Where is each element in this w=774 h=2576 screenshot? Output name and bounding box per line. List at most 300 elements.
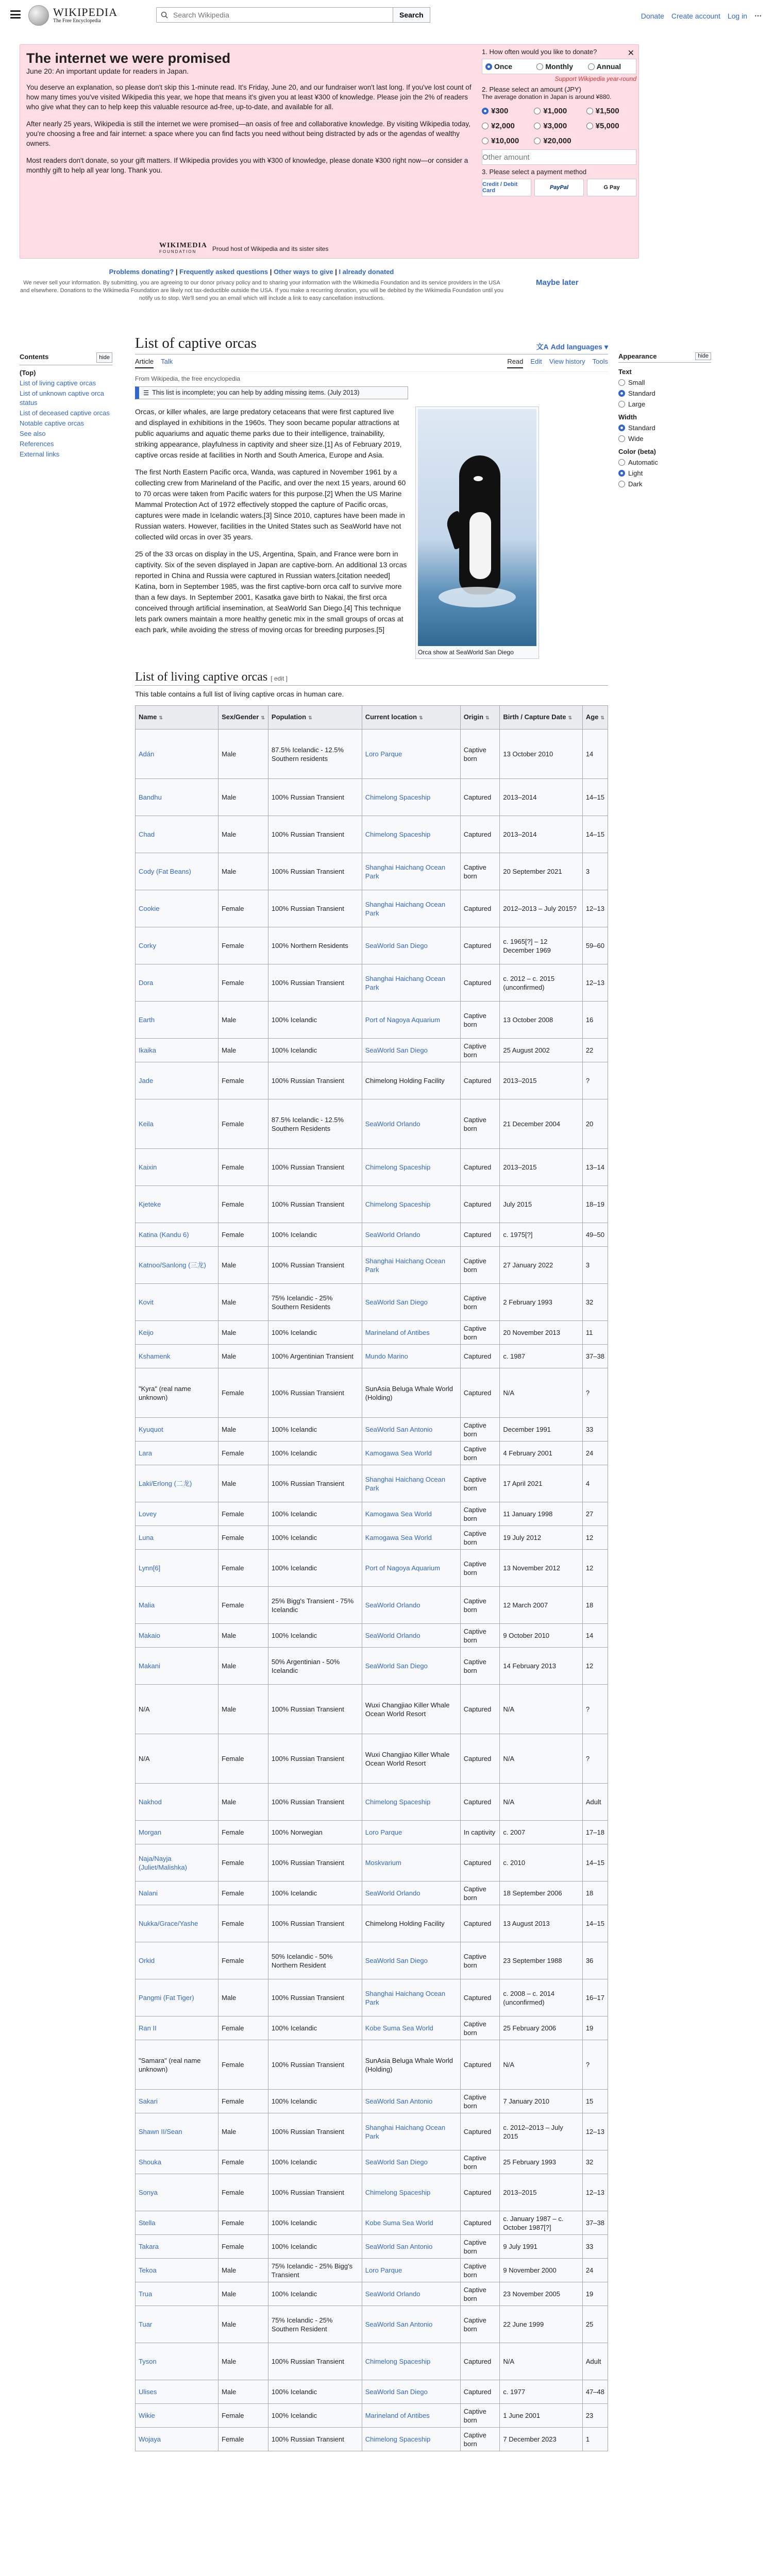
table-row	[136, 730, 608, 779]
article-content	[135, 335, 608, 2451]
toc-item[interactable]: List of deceased captive orcas	[20, 409, 110, 417]
table-cell: Captured	[460, 2040, 500, 2090]
table-cell: 100% Russian Transient	[268, 2174, 362, 2211]
gpay-button[interactable]: G Pay	[587, 179, 636, 196]
table-cell[interactable]: Tuar	[136, 2306, 218, 2343]
table-cell[interactable]: Cookie	[136, 890, 218, 927]
table-cell: c. 2008 – c. 2014 (unconfirmed)	[500, 1979, 582, 2016]
table-cell: 12–13	[582, 2174, 608, 2211]
table-cell[interactable]: SeaWorld San Diego	[362, 2150, 460, 2174]
table-cell[interactable]: Malia	[136, 1587, 218, 1624]
text-size-small[interactable]: Small	[618, 379, 711, 386]
table-row	[136, 2090, 608, 2113]
table-cell[interactable]: Keila	[136, 1099, 218, 1149]
table-cell[interactable]: Lara	[136, 1442, 218, 1465]
color-dark[interactable]: Dark	[618, 480, 711, 488]
table-cell[interactable]: SeaWorld San Diego	[362, 1284, 460, 1321]
table-cell: 75% Icelandic - 25% Bigg's Transient	[268, 2259, 362, 2282]
table-cell[interactable]: Pangmi (Fat Tiger)	[136, 1979, 218, 2016]
sort-icon[interactable]: ⇅	[261, 715, 265, 720]
table-cell: 3	[582, 853, 608, 890]
table-cell: 100% Russian Transient	[268, 1062, 362, 1099]
toc-item[interactable]: Notable captive orcas	[20, 419, 85, 427]
text-size-label: Text	[618, 368, 632, 376]
table-cell: 100% Russian Transient	[268, 1979, 362, 2016]
table-cell: 100% Icelandic	[268, 1418, 362, 1442]
radio-icon	[588, 63, 595, 70]
table-cell[interactable]: Loro Parque	[362, 2259, 460, 2282]
table-cell: 12	[582, 1648, 608, 1685]
table-cell: 2013–2014	[500, 779, 582, 816]
table-cell: 50% Icelandic - 50% Northern Resident	[268, 1942, 362, 1979]
table-row	[136, 1587, 608, 1624]
table-cell: Captured	[460, 1062, 500, 1099]
table-cell: Captured	[460, 2174, 500, 2211]
table-cell: c. 2010	[500, 1844, 582, 1882]
table-cell: 19	[582, 2282, 608, 2306]
table-cell: 7 January 2010	[500, 2090, 582, 2113]
table-cell: Captive born	[460, 2016, 500, 2040]
table-cell: 37–38	[582, 1345, 608, 1368]
table-cell: 14–15	[582, 816, 608, 853]
amount-option[interactable]: ¥2,000	[482, 120, 532, 132]
table-cell[interactable]: Sonya	[136, 2174, 218, 2211]
table-cell: Female	[218, 2235, 268, 2259]
table-cell: c. 1965[?] – 12 December 1969	[500, 927, 582, 964]
amount-option[interactable]: ¥3,000	[534, 120, 584, 132]
table-cell[interactable]: Luna	[136, 1526, 218, 1550]
width-standard[interactable]: Standard	[618, 424, 711, 432]
table-cell[interactable]: SeaWorld San Diego	[362, 1942, 460, 1979]
tab-read[interactable]: Read	[507, 358, 523, 368]
toc-item[interactable]: See also	[20, 430, 46, 437]
table-row	[136, 1734, 608, 1784]
search-button[interactable]: Search	[393, 7, 430, 23]
toc-item[interactable]: List of living captive orcas	[20, 379, 96, 387]
table-cell[interactable]: Shawn II/Sean	[136, 2113, 218, 2150]
page-title: List of captive orcas	[135, 335, 257, 351]
table-cell[interactable]: SeaWorld Orlando	[362, 1587, 460, 1624]
table-cell: 18–19	[582, 1186, 608, 1223]
table-cell: N/A	[500, 2040, 582, 2090]
table-cell: 33	[582, 2235, 608, 2259]
table-cell[interactable]: Nukka/Grace/Yashe	[136, 1905, 218, 1942]
table-cell[interactable]: Makaio	[136, 1624, 218, 1648]
table-row	[136, 1942, 608, 1979]
table-cell: 87.5% Icelandic - 12.5% Southern Residents	[268, 1099, 362, 1149]
table-cell: Male	[218, 1345, 268, 1368]
table-cell[interactable]: Kamogawa Sea World	[362, 1502, 460, 1526]
problems-donating-link[interactable]: Problems donating?	[109, 268, 174, 276]
table-cell: Captured	[460, 816, 500, 853]
table-cell[interactable]: Lynn[6]	[136, 1550, 218, 1587]
table-cell[interactable]: Shanghai Haichang Ocean Park	[362, 890, 460, 927]
table-cell[interactable]: SeaWorld Orlando	[362, 1882, 460, 1905]
tab-tools[interactable]: Tools	[592, 358, 608, 365]
table-cell[interactable]: Lovey	[136, 1502, 218, 1526]
sort-icon[interactable]: ⇅	[568, 715, 573, 720]
table-cell: 75% Icelandic - 25% Southern Residents	[268, 1284, 362, 1321]
table-cell: Captive born	[460, 1039, 500, 1062]
column-header[interactable]: Age ⇅	[582, 706, 608, 730]
table-cell: 18	[582, 1587, 608, 1624]
frequency-annual[interactable]: Annual	[585, 59, 636, 74]
table-row	[136, 2428, 608, 2451]
table-cell: 13 August 2013	[500, 1905, 582, 1942]
column-header[interactable]: Origin ⇅	[460, 706, 500, 730]
table-cell[interactable]: Morgan	[136, 1821, 218, 1844]
width-label: Width	[618, 413, 637, 421]
card-payment-button[interactable]: Credit / Debit Card	[482, 179, 531, 196]
table-cell[interactable]: Corky	[136, 927, 218, 964]
table-cell: c. 2007	[500, 1821, 582, 1844]
table-cell: 4	[582, 1465, 608, 1502]
table-row	[136, 816, 608, 853]
more-options-icon[interactable]: ⋯	[754, 11, 762, 20]
table-cell: 100% Russian Transient	[268, 1734, 362, 1784]
table-cell: Captive born	[460, 2235, 500, 2259]
table-cell[interactable]: Bandhu	[136, 779, 218, 816]
table-cell[interactable]: SeaWorld Orlando	[362, 1624, 460, 1648]
banner-help-links: Problems donating? | Frequently asked questions | Other ways to give | I already donated	[109, 268, 394, 276]
table-cell[interactable]: Kamogawa Sea World	[362, 1442, 460, 1465]
table-cell[interactable]: Ikaika	[136, 1039, 218, 1062]
table-cell: Female	[218, 1526, 268, 1550]
donate-link[interactable]: Donate	[641, 11, 664, 20]
table-cell[interactable]: SeaWorld Orlando	[362, 2282, 460, 2306]
faq-link[interactable]: Frequently asked questions	[179, 268, 268, 276]
table-cell: Male	[218, 2380, 268, 2404]
banner-fine-print: We never sell your information. By submitting, you are agreeing to our donor privacy policy and to sharing your information with the Wikimedia Foundation and its service providers in the USA and elsewhere. Donations to the Wikimedia Foundation are likely not tax-deductible outside the USA. If you make a recurring donation, you will be debited by the Wikimedia Foundation until you notify us to stop. We'll send you an email which will include a link to easy cancellation instructions.	[20, 280, 503, 301]
table-cell[interactable]: Naja/Nayja (Juliet/Malishka)	[136, 1844, 218, 1882]
table-cell: 100% Icelandic	[268, 2211, 362, 2235]
paypal-button[interactable]: PayPal	[534, 179, 584, 196]
table-cell: 100% Russian Transient	[268, 1685, 362, 1734]
table-cell: 14–15	[582, 1844, 608, 1882]
table-cell[interactable]: Katnoo/Sanlong (三龙)	[136, 1247, 218, 1284]
tab-history[interactable]: View history	[549, 358, 585, 365]
table-cell: Male	[218, 1418, 268, 1442]
table-cell: 15	[582, 2090, 608, 2113]
table-cell: 100% Argentinian Transient	[268, 1345, 362, 1368]
table-cell: Female	[218, 1821, 268, 1844]
table-cell: 16	[582, 1002, 608, 1039]
toc-hide-button[interactable]: hide	[96, 352, 112, 363]
table-cell: In captivity	[460, 1821, 500, 1844]
table-cell[interactable]: Wikie	[136, 2404, 218, 2428]
table-cell[interactable]: Stella	[136, 2211, 218, 2235]
sort-icon[interactable]: ⇅	[600, 715, 604, 720]
table-cell: Male	[218, 1624, 268, 1648]
table-cell: c. 1987	[500, 1345, 582, 1368]
table-cell[interactable]: Shanghai Haichang Ocean Park	[362, 1465, 460, 1502]
table-cell[interactable]: Katina (Kandu 6)	[136, 1223, 218, 1247]
table-cell: Male	[218, 730, 268, 779]
table-cell[interactable]: Ran II	[136, 2016, 218, 2040]
table-cell: Female	[218, 1062, 268, 1099]
sort-icon[interactable]: ⇅	[159, 715, 163, 720]
table-cell: Captive born	[460, 853, 500, 890]
table-cell[interactable]: Ulises	[136, 2380, 218, 2404]
table-cell: "Samara" (real name unknown)	[136, 2040, 218, 2090]
table-cell: 33	[582, 1418, 608, 1442]
color-light[interactable]: Light	[618, 469, 711, 477]
table-cell: Captive born	[460, 2428, 500, 2451]
table-cell: 100% Russian Transient	[268, 1247, 362, 1284]
text-size-large[interactable]: Large	[618, 400, 711, 408]
amount-option[interactable]: ¥5,000	[586, 120, 636, 132]
main-menu-icon[interactable]	[10, 10, 21, 19]
table-cell: 100% Russian Transient	[268, 853, 362, 890]
table-row	[136, 1905, 608, 1942]
table-cell[interactable]: Laki/Erlong (二龙)	[136, 1465, 218, 1502]
table-row	[136, 1685, 608, 1734]
table-cell[interactable]: Shanghai Haichang Ocean Park	[362, 1979, 460, 2016]
table-cell[interactable]: Tyson	[136, 2343, 218, 2380]
sort-icon[interactable]: ⇅	[308, 715, 312, 720]
table-cell[interactable]: SeaWorld San Antonio	[362, 2235, 460, 2259]
table-cell[interactable]: Shouka	[136, 2150, 218, 2174]
table-cell[interactable]: Kshamenk	[136, 1345, 218, 1368]
table-cell: Female	[218, 1882, 268, 1905]
table-cell[interactable]: Kobe Suma Sea World	[362, 2211, 460, 2235]
table-cell[interactable]: Cody (Fat Beans)	[136, 853, 218, 890]
table-cell[interactable]: Nakhod	[136, 1784, 218, 1821]
table-cell[interactable]: SeaWorld San Antonio	[362, 2306, 460, 2343]
table-cell[interactable]: Tekoa	[136, 2259, 218, 2282]
table-cell: Captured	[460, 779, 500, 816]
table-cell: Captive born	[460, 1099, 500, 1149]
column-header[interactable]: Population ⇅	[268, 706, 362, 730]
table-cell: 2013–2015	[500, 1062, 582, 1099]
table-cell: Captive born	[460, 1624, 500, 1648]
table-cell: ?	[582, 1062, 608, 1099]
table-cell[interactable]: Marineland of Antibes	[362, 1321, 460, 1345]
table-cell: 2013–2014	[500, 816, 582, 853]
table-cell[interactable]: SeaWorld San Antonio	[362, 2090, 460, 2113]
table-cell: 11	[582, 1321, 608, 1345]
toc-item[interactable]: External links	[20, 450, 60, 458]
table-row	[136, 1502, 608, 1526]
toc-item[interactable]: List of unknown captive orca status	[20, 389, 105, 406]
login-link[interactable]: Log in	[727, 11, 747, 20]
table-cell: 100% Russian Transient	[268, 2113, 362, 2150]
radio-icon	[485, 63, 492, 70]
table-cell: Female	[218, 2428, 268, 2451]
table-cell[interactable]: Loro Parque	[362, 1821, 460, 1844]
table-cell: 100% Russian Transient	[268, 2343, 362, 2380]
table-cell[interactable]: Moskvarium	[362, 1844, 460, 1882]
table-cell: 2013–2015	[500, 2174, 582, 2211]
table-cell: 22 June 1999	[500, 2306, 582, 2343]
table-cell: N/A	[500, 2343, 582, 2380]
table-cell: 14	[582, 730, 608, 779]
table-cell[interactable]: Keijo	[136, 1321, 218, 1345]
table-cell: 100% Russian Transient	[268, 1149, 362, 1186]
amount-option[interactable]: ¥1,000	[534, 105, 584, 117]
table-cell: 100% Russian Transient	[268, 1186, 362, 1223]
frequency-monthly[interactable]: Monthly	[533, 59, 584, 74]
section-edit-link[interactable]: [ edit ]	[271, 675, 288, 682]
wikimedia-brand: WIKIMEDIA	[159, 242, 208, 249]
amount-option[interactable]: ¥10,000	[482, 134, 532, 147]
amount-option[interactable]: ¥1,500	[586, 105, 636, 117]
sort-icon[interactable]: ⇅	[419, 715, 423, 720]
table-cell[interactable]: Earth	[136, 1002, 218, 1039]
other-ways-link[interactable]: Other ways to give	[273, 268, 333, 276]
search-icon	[161, 11, 168, 19]
color-automatic[interactable]: Automatic	[618, 459, 711, 466]
close-icon[interactable]: ✕	[627, 49, 634, 58]
frequency-once[interactable]: Once	[482, 59, 533, 74]
table-cell[interactable]: SeaWorld San Diego	[362, 1039, 460, 1062]
orca-photo[interactable]	[418, 409, 536, 646]
table-cell[interactable]: Kaixin	[136, 1149, 218, 1186]
table-cell[interactable]: Marineland of Antibes	[362, 2404, 460, 2428]
table-row	[136, 2016, 608, 2040]
add-languages-button[interactable]: 文A Add languages ▾	[536, 342, 608, 351]
table-cell[interactable]: Orkid	[136, 1942, 218, 1979]
amount-option[interactable]: ¥20,000	[534, 134, 584, 147]
table-cell: 27	[582, 1502, 608, 1526]
table-cell: Chimelong Holding Facility	[362, 1905, 460, 1942]
column-header[interactable]: Current location ⇅	[362, 706, 460, 730]
table-cell[interactable]: Chimelong Spaceship	[362, 1784, 460, 1821]
table-cell[interactable]: SeaWorld San Diego	[362, 2380, 460, 2404]
table-cell[interactable]: Kjeteke	[136, 1186, 218, 1223]
table-row	[136, 2282, 608, 2306]
table-row	[136, 1186, 608, 1223]
wikimedia-brand-sub: FOUNDATION	[159, 249, 197, 254]
table-cell: 14	[582, 1624, 608, 1648]
table-row	[136, 1345, 608, 1368]
table-cell[interactable]: Shanghai Haichang Ocean Park	[362, 853, 460, 890]
table-cell[interactable]: Chimelong Spaceship	[362, 2428, 460, 2451]
table-cell: 100% Northern Residents	[268, 927, 362, 964]
language-icon: 文A	[536, 343, 549, 351]
appearance-title: Appearance	[618, 352, 657, 360]
table-cell: 100% Icelandic	[268, 1223, 362, 1247]
table-cell[interactable]: Chimelong Spaceship	[362, 2343, 460, 2380]
toc-item[interactable]: (Top)	[20, 369, 36, 377]
text-size-standard[interactable]: Standard	[618, 389, 711, 397]
already-donated-link[interactable]: I already donated	[339, 268, 394, 276]
table-cell: 23	[582, 2404, 608, 2428]
table-cell: 2013–2015	[500, 1149, 582, 1186]
banner-paragraph: After nearly 25 years, Wikipedia is still the internet we were promised—an oasis of free and collaborative knowledge. By visiting Wikipedia today, you're choosing a free and fair internet: a space where you can find facts you need without being distracted by ads or the agendas of wealthy owners.	[26, 120, 470, 147]
search-form	[156, 7, 430, 23]
table-cell[interactable]: Port of Nagoya Aquarium	[362, 1550, 460, 1587]
table-cell: Captive born	[460, 1648, 500, 1685]
table-cell: Male	[218, 1039, 268, 1062]
table-cell[interactable]: SeaWorld San Diego	[362, 1648, 460, 1685]
table-cell: 100% Icelandic	[268, 1321, 362, 1345]
table-cell[interactable]: SeaWorld Orlando	[362, 1223, 460, 1247]
table-cell: 21 December 2004	[500, 1099, 582, 1149]
table-cell[interactable]: Jade	[136, 1062, 218, 1099]
table-cell[interactable]: Port of Nagoya Aquarium	[362, 1002, 460, 1039]
table-cell[interactable]: Kamogawa Sea World	[362, 1526, 460, 1550]
table-cell[interactable]: SeaWorld Orlando	[362, 1099, 460, 1149]
table-cell[interactable]: Shanghai Haichang Ocean Park	[362, 2113, 460, 2150]
table-cell[interactable]: Chimelong Spaceship	[362, 816, 460, 853]
table-cell[interactable]: Loro Parque	[362, 730, 460, 779]
tab-article[interactable]: Article	[135, 358, 154, 368]
table-cell: N/A	[500, 1368, 582, 1418]
table-cell: 18	[582, 1882, 608, 1905]
table-cell: Male	[218, 1979, 268, 2016]
table-cell[interactable]: Kobe Suma Sea World	[362, 2016, 460, 2040]
table-cell: Female	[218, 1186, 268, 1223]
table-cell[interactable]: Wojaya	[136, 2428, 218, 2451]
table-cell[interactable]: Makani	[136, 1648, 218, 1685]
table-cell[interactable]: Kyuquot	[136, 1418, 218, 1442]
banner-footer	[159, 243, 328, 255]
table-cell[interactable]: SeaWorld San Antonio	[362, 1418, 460, 1442]
table-cell[interactable]: Trua	[136, 2282, 218, 2306]
appearance-hide-button[interactable]: hide	[695, 352, 711, 360]
table-cell[interactable]: Chimelong Spaceship	[362, 779, 460, 816]
table-cell: Captured	[460, 1784, 500, 1821]
table-cell: 17 April 2021	[500, 1465, 582, 1502]
maybe-later-button[interactable]: Maybe later	[536, 278, 579, 287]
table-cell: 25 February 1993	[500, 2150, 582, 2174]
table-cell: Captive born	[460, 1882, 500, 1905]
list-icon: ☰	[143, 389, 149, 397]
banner-date: June 20: An important update for readers in Japan.	[26, 67, 189, 75]
intro-paragraph: 25 of the 33 orcas on display in the US, Argentina, Spain, and France were born in captivity. Six of the seven displayed in Japan are captive-born. An additional 13 orcas reported in China and Russia were captured in Russian waters.[citation needed] Katina, born in September 1985, was the first captive-born orca calf to survive more than a few days. In September 2001, Kasatka gave birth to Nakai, the first orca conceived through artificial insemination, at SeaWorld San Diego.[4] This technique lets park owners maintain a more healthy genetic mix in the small groups of orcas at each park, while avoiding the stress of moving orcas for breeding purposes.[5]	[135, 550, 407, 634]
table-cell: 12 March 2007	[500, 1587, 582, 1624]
create-account-link[interactable]: Create account	[671, 11, 720, 20]
search-input[interactable]	[172, 10, 389, 20]
table-cell[interactable]: Chimelong Spaceship	[362, 2174, 460, 2211]
table-cell[interactable]: Adán	[136, 730, 218, 779]
column-header[interactable]: Birth / Capture Date ⇅	[500, 706, 582, 730]
table-cell[interactable]: Mundo Marino	[362, 1345, 460, 1368]
table-cell: 87.5% Icelandic - 12.5% Southern residents	[268, 730, 362, 779]
sort-icon[interactable]: ⇅	[485, 715, 490, 720]
table-cell[interactable]: Chimelong Spaceship	[362, 1186, 460, 1223]
table-cell[interactable]: Takara	[136, 2235, 218, 2259]
table-cell: 75% Icelandic - 25% Southern Resident	[268, 2306, 362, 2343]
amount-option[interactable]: ¥300	[482, 105, 532, 117]
table-cell[interactable]: Kovit	[136, 1284, 218, 1321]
other-amount-input[interactable]: Other amount	[482, 149, 636, 165]
table-row	[136, 1442, 608, 1465]
toc-item[interactable]: References	[20, 440, 54, 448]
tab-talk[interactable]: Talk	[161, 358, 173, 365]
width-wide[interactable]: Wide	[618, 435, 711, 443]
table-cell: 16–17	[582, 1979, 608, 2016]
table-cell[interactable]: Shanghai Haichang Ocean Park	[362, 964, 460, 1002]
wikipedia-logo[interactable]	[28, 5, 117, 26]
table-cell: Captured	[460, 2343, 500, 2380]
table-cell: 1	[582, 2428, 608, 2451]
table-cell[interactable]: Dora	[136, 964, 218, 1002]
table-cell: 1 June 2001	[500, 2404, 582, 2428]
frequency-options	[482, 59, 636, 74]
table-cell[interactable]: Shanghai Haichang Ocean Park	[362, 1247, 460, 1284]
column-header[interactable]: Sex/Gender ⇅	[218, 706, 268, 730]
table-cell[interactable]: Chimelong Spaceship	[362, 1149, 460, 1186]
table-cell[interactable]: Nalani	[136, 1882, 218, 1905]
table-cell[interactable]: Chad	[136, 816, 218, 853]
tab-edit[interactable]: Edit	[530, 358, 542, 365]
table-cell: 24	[582, 1442, 608, 1465]
table-cell[interactable]: SeaWorld San Diego	[362, 927, 460, 964]
table-cell[interactable]: Sakari	[136, 2090, 218, 2113]
column-header[interactable]: Name ⇅	[136, 706, 218, 730]
